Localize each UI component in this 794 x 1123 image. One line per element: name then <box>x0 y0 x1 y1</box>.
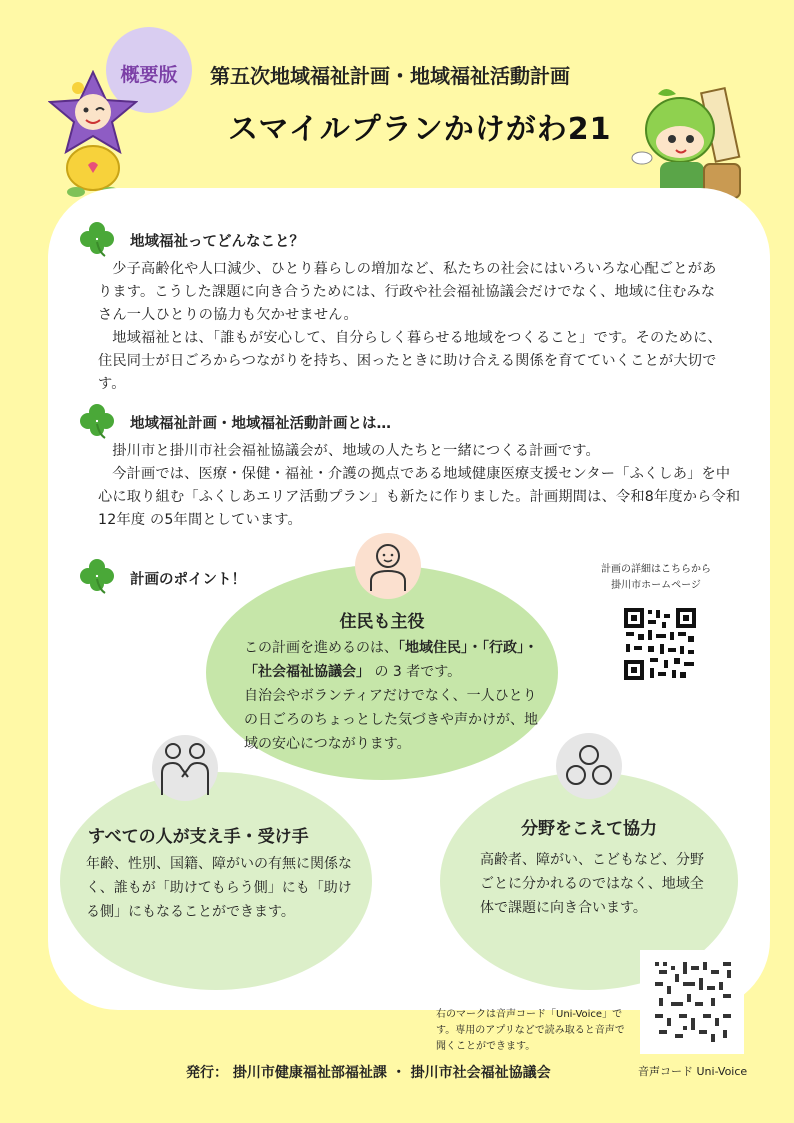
flower-mascot-left <box>48 70 138 200</box>
point-title-residents: 住民も主役 <box>339 612 425 632</box>
qr-caption-line-2: 掛川市ホームページ <box>611 580 701 591</box>
univoice-note: 右のマークは音声コード「Uni-Voice」です。専用のアプリなどで読み取ると音声で聞くことができます。 <box>436 1009 625 1052</box>
section1-paragraph-1: 少子高齢化や人口減少、ひとり暮らしの増加など、私たちの社会にはいろいろな心配ごとがあります。こうした課題に向き合うためには、行政や社会福祉協議会だけでなく、地域に住むみなさん一人ひとりの協力も欠かせません。 <box>98 261 717 323</box>
univoice-label: 音声コード Uni-Voice <box>638 1065 748 1078</box>
section2-paragraph-2: 今計画では、医療・保健・福祉・介護の拠点である地域健康医療支援センター「ふくしあ」を中心に取り組む「ふくしあエリア活動プラン」も新たに作りました。計画期間は、令和8年度から令和12年度 の5年間としています。 <box>98 466 741 528</box>
homepage-qr-caption <box>580 562 732 594</box>
plan-subtitle: 第五次地域福祉計画・地域福祉活動計画 <box>210 64 570 88</box>
section1-paragraph-2: 地域福祉とは、「誰もが安心して、自分らしく暮らせる地域をつくること」です。そのために、住民同士が日ごろからつながりを持ち、困ったときに助け合える関係を育てていくことが大切です。 <box>98 330 722 392</box>
point-text-everyone: 年齢、性別、国籍、障がいの有無に関係なく、誰もが「助けてもらう側」にも「助ける側」にもなることができます。 <box>86 856 352 920</box>
point-text-residents <box>244 636 544 756</box>
publisher: 発行： 掛川市健康福祉部福祉課 ・ 掛川市社会福祉協議会 <box>186 1065 551 1081</box>
clover-icon <box>78 402 116 440</box>
residents-text-mid: の 3 者です。 <box>370 664 462 680</box>
handshake-icon <box>152 735 218 801</box>
person-icon-disc <box>355 533 421 599</box>
qr-caption-line-1: 計画の詳細はこちらから <box>601 564 711 575</box>
plan-title: スマイルプランかけがわ21 <box>228 112 612 147</box>
clover-icon <box>78 557 116 595</box>
section-heading-key-points: 計画のポイント！ <box>130 572 246 588</box>
point-title-cooperation: 分野をこえて協力 <box>521 819 657 839</box>
residents-text-rest: 自治会やボランティアだけでなく、一人ひとりの日ごろのちょっとした気づきや声かけが、地域の安心につながります。 <box>244 688 538 752</box>
section2-paragraph-1: 掛川市と掛川市社会福祉協議会が、地域の人たちと一緒につくる計画です。 <box>112 443 600 459</box>
section-heading-about-plan: 地域福祉計画・地域福祉活動計画とは… <box>130 416 391 432</box>
person-icon <box>355 533 421 599</box>
section-heading-what-is-welfare: 地域福祉ってどんなこと？ <box>130 234 304 250</box>
handshake-icon-disc <box>152 735 218 801</box>
residents-text-bold-1: 「地域住民」・「行政」・ <box>398 640 538 656</box>
connected-circles-icon <box>556 733 622 799</box>
univoice-code[interactable] <box>655 962 735 1042</box>
residents-text-bold-2: 「社会福祉協議会」 <box>244 664 370 680</box>
point-title-everyone: すべての人が支え手・受け手 <box>88 827 309 847</box>
point-text-cooperation: 高齢者、障がい、こどもなど、分野ごとに分かれるのではなく、地域全体で課題に向き合います。 <box>480 852 704 916</box>
residents-text-lead: この計画を進めるのは、 <box>244 640 398 656</box>
section2-body <box>98 440 744 532</box>
section1-body <box>98 258 724 396</box>
overview-badge-label: 概要版 <box>120 64 178 86</box>
clover-icon <box>78 220 116 258</box>
homepage-qr-code[interactable] <box>622 606 698 682</box>
circles-icon-disc <box>556 733 622 799</box>
